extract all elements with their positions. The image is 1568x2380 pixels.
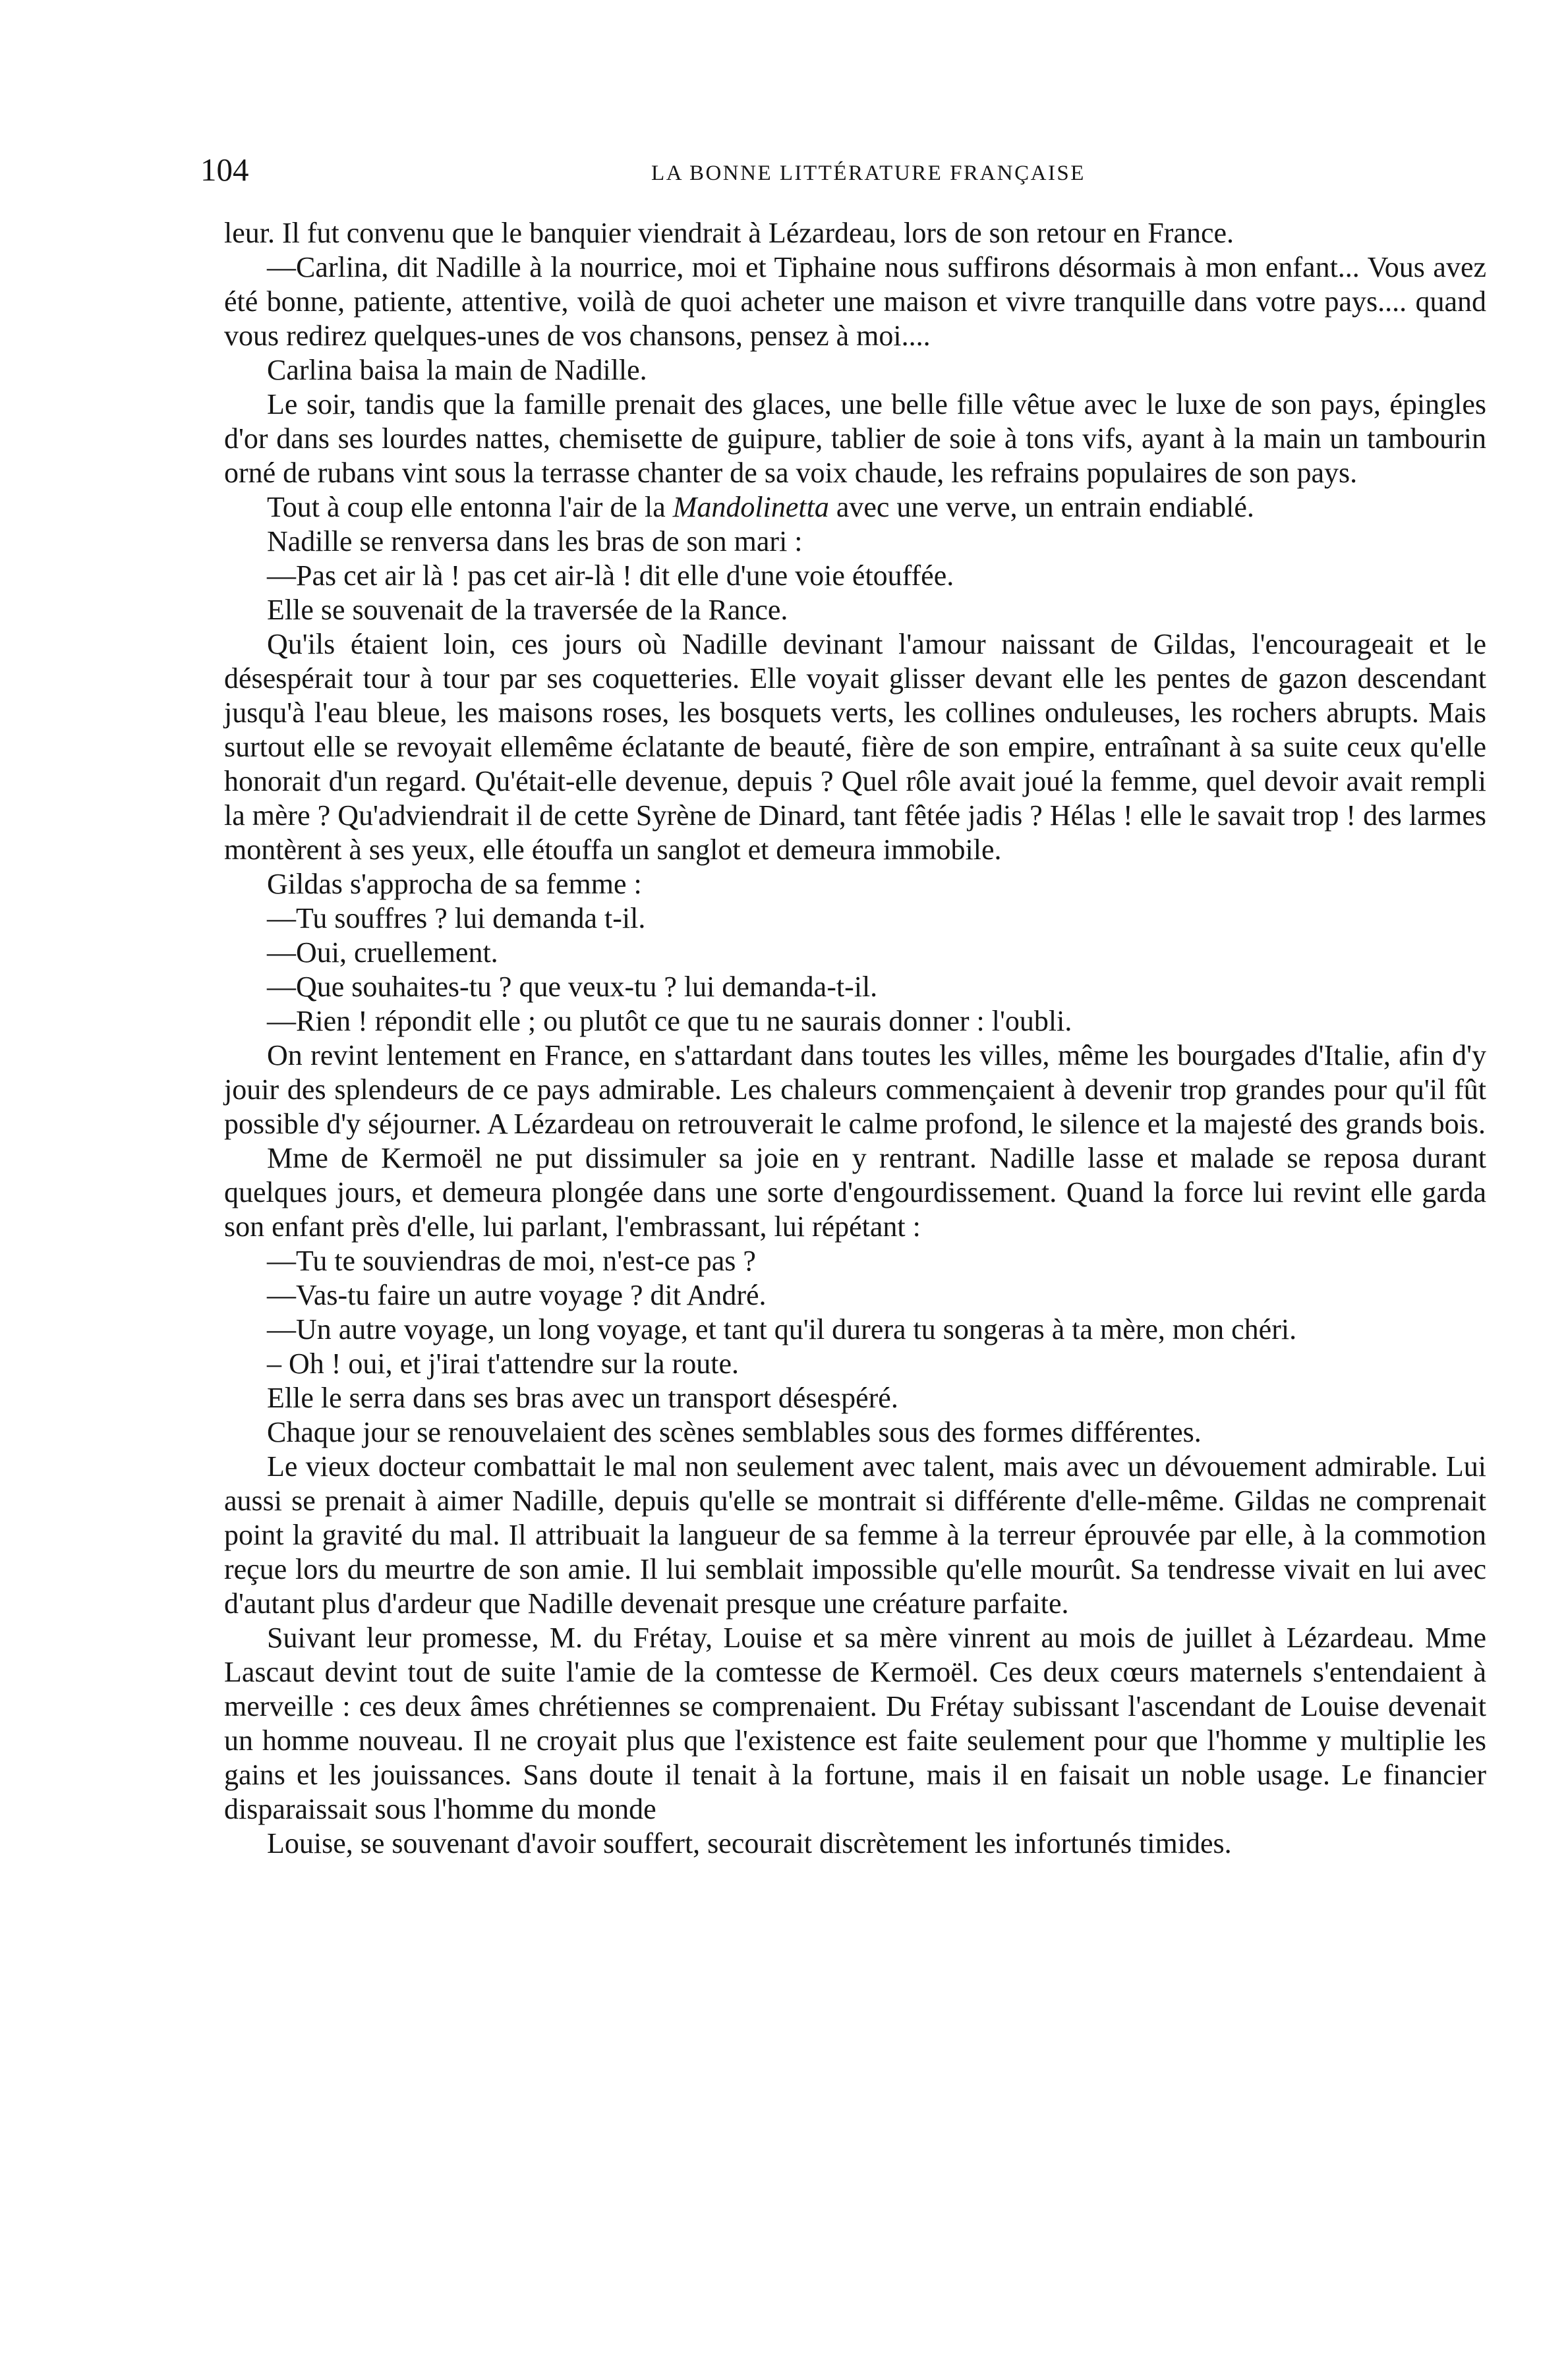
- page-header: [200, 150, 1486, 196]
- paragraph: Le soir, tandis que la famille prenait des glaces, une belle fille vêtue avec le luxe de son pays, épingles d'or dans ses lourdes nattes, chemisette de guipure, tablier de soie à tons vifs, ayant à la main un tambourin orné de rubans vint sous la terrasse chanter de sa voix chaude, les refrains populaires de son pays.: [224, 388, 1486, 489]
- paragraph: Chaque jour se renouvelaient des scènes semblables sous des formes différentes.: [267, 1416, 1202, 1448]
- dialogue-line: —Oui, cruellement.: [267, 936, 498, 969]
- dialogue-line: —Que souhaites-tu ? que veux-tu ? lui demanda-t-il.: [267, 971, 878, 1003]
- dialogue-line: —Pas cet air là ! pas cet air-là ! dit elle d'une voie étouffée.: [267, 559, 954, 592]
- running-title: LA BONNE LITTÉRATURE FRANÇAISE: [651, 161, 1086, 185]
- body-text: [224, 216, 1486, 1861]
- paragraph: Elle le serra dans ses bras avec un transport désespéré.: [267, 1382, 898, 1414]
- paragraph: Mme de Kermoël ne put dissimuler sa joie en y rentrant. Nadille lasse et malade se reposa durant quelques jours, et demeura plongée dans une sorte d'engourdissement. Quand la force lui revint elle garda son enfant près d'elle, lui parlant, l'embrassant, lui répétant :: [224, 1142, 1486, 1243]
- paragraph-text: Tout à coup elle entonna l'air de la: [267, 491, 673, 523]
- paragraph: Gildas s'approcha de sa femme :: [267, 868, 642, 900]
- dialogue-line: —Tu te souviendras de moi, n'est-ce pas ?: [267, 1245, 756, 1277]
- paragraph: leur. Il fut convenu que le banquier viendrait à Lézardeau, lors de son retour en France.: [224, 217, 1234, 249]
- paragraph: Elle se souvenait de la traversée de la Rance.: [267, 594, 788, 626]
- dialogue-line: —Un autre voyage, un long voyage, et tant qu'il durera tu songeras à ta mère, mon chéri.: [267, 1313, 1297, 1346]
- dialogue-line: —Rien ! répondit elle ; ou plutôt ce que tu ne saurais donner : l'oubli.: [267, 1005, 1072, 1037]
- dialogue-line: —Vas-tu faire un autre voyage ? dit André.: [267, 1279, 767, 1311]
- paragraph: Nadille se renversa dans les bras de son mari :: [267, 525, 803, 557]
- paragraph-text: avec une verve, un entrain endiablé.: [828, 491, 1254, 523]
- song-title: Mandolinetta: [672, 491, 829, 523]
- page-number: 104: [200, 152, 249, 188]
- paragraph: Qu'ils étaient loin, ces jours où Nadille devinant l'amour naissant de Gildas, l'encourageait et le désespérait tour à tour par ses coquetteries. Elle voyait glisser devant elle les pentes de gazon descendant jusqu'à l'eau bleue, les maisons roses, les bosquets verts, les collines onduleuses, les rochers abrupts. Mais surtout elle se revoyait ellemême éclatante de beauté, fière de son empire, entraînant à sa suite ceux qu'elle honorait d'un regard. Qu'était-elle devenue, depuis ? Quel rôle avait joué la femme, quel devoir avait rempli la mère ? Qu'adviendrait il de cette Syrène de Dinard, tant fêtée jadis ? Hélas ! elle le savait trop ! des larmes montèrent à ses yeux, elle étouffa un sanglot et demeura immobile.: [224, 628, 1487, 866]
- paragraph: Suivant leur promesse, M. du Frétay, Louise et sa mère vinrent au mois de juillet à Lézardeau. Mme Lascaut devint tout de suite l'amie de la comtesse de Kermoël. Ces deux cœurs maternels s'entendaient à merveille : ces deux âmes chrétiennes se comprenaient. Du Frétay subissant l'ascendant de Louise devenait un homme nouveau. Il ne croyait plus que l'existence est faite seulement pour que l'homme y multiplie les gains et les jouissances. Sans doute il tenait à la fortune, mais il en faisait un noble usage. Le financier disparaissait sous l'homme du monde: [224, 1622, 1486, 1825]
- paragraph: —Carlina, dit Nadille à la nourrice, moi et Tiphaine nous suffirons désormais à mon enfant... Vous avez été bonne, patiente, attentive, voilà de quoi acheter une maison et vivre tranquille dans votre pays.... quand vous redirez quelques-unes de vos chansons, pensez à moi....: [224, 251, 1486, 352]
- dialogue-line: —Tu souffres ? lui demanda t-il.: [267, 902, 646, 934]
- dialogue-line: – Oh ! oui, et j'irai t'attendre sur la route.: [267, 1347, 739, 1380]
- book-page: [200, 150, 1487, 1861]
- paragraph: [224, 490, 1486, 524]
- paragraph: Louise, se souvenant d'avoir souffert, secourait discrètement les infortunés timides.: [267, 1827, 1232, 1859]
- paragraph: Carlina baisa la main de Nadille.: [267, 354, 647, 386]
- paragraph: On revint lentement en France, en s'attardant dans toutes les villes, même les bourgades d'Italie, afin d'y jouir des splendeurs de ce pays admirable. Les chaleurs commençaient à devenir trop grandes pour qu'il fût possible d'y séjourner. A Lézardeau on retrouverait le calme profond, le silence et la majesté des grands bois.: [224, 1039, 1486, 1140]
- paragraph: Le vieux docteur combattait le mal non seulement avec talent, mais avec un dévouement admirable. Lui aussi se prenait à aimer Nadille, depuis qu'elle se montrait si différente d'elle-même. Gildas ne comprenait point la gravité du mal. Il attribuait la langueur de sa femme à la terreur éprouvée par elle, à la commotion reçue lors du meurtre de son amie. Il lui semblait impossible qu'elle mourût. Sa tendresse vivait en lui avec d'autant plus d'ardeur que Nadille devenait presque une créature parfaite.: [224, 1450, 1486, 1620]
